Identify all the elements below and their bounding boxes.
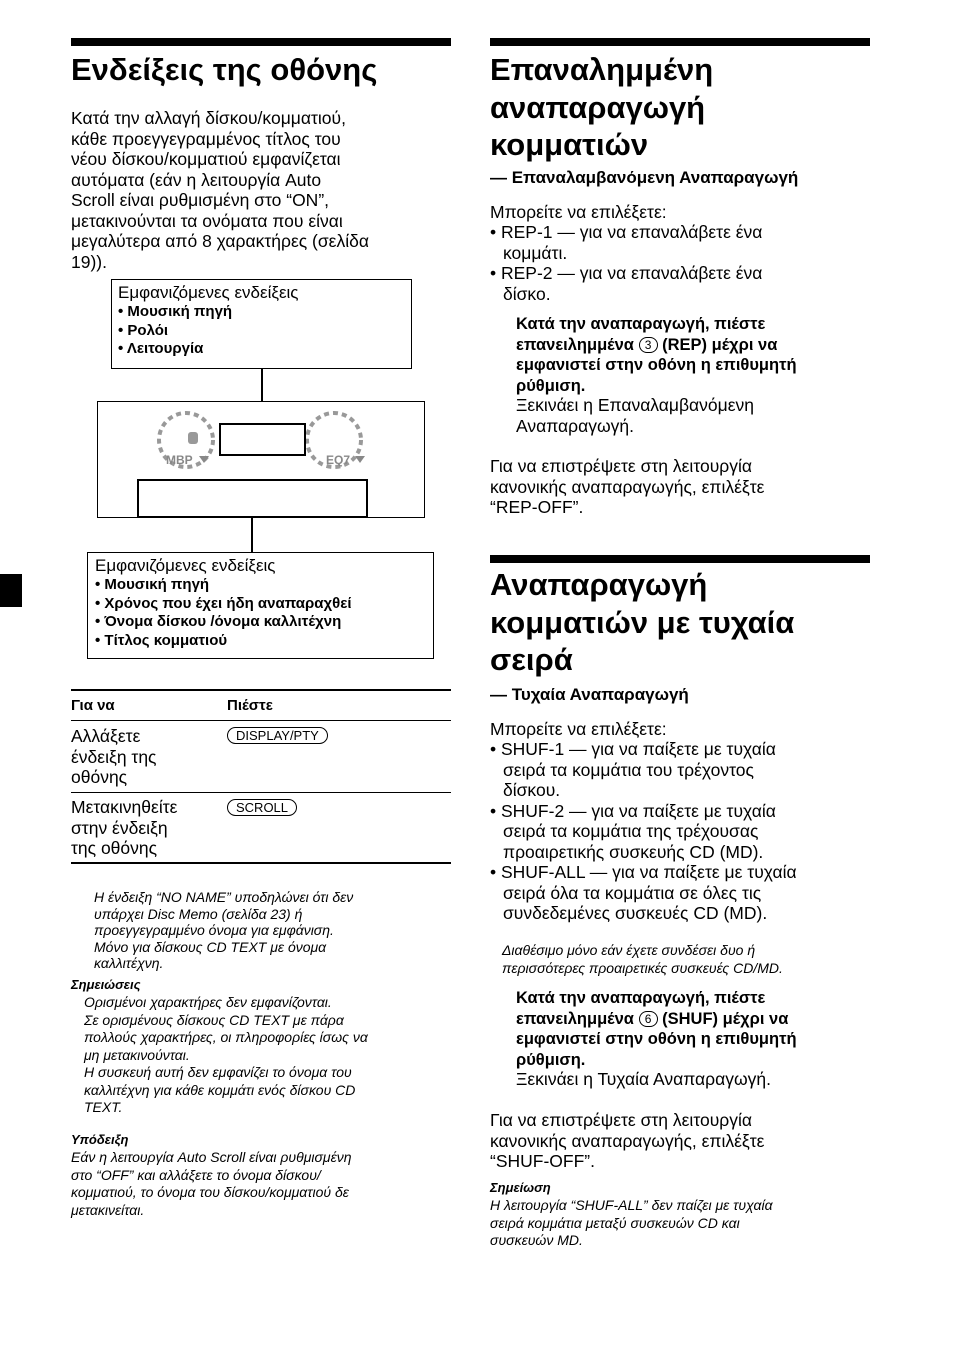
scroll-button-label: SCROLL — [227, 799, 297, 817]
shuffle-note-text: Η λειτουργία “SHUF-ALL” δεν παίζει με τυχαία σειρά κομμάτια μεταξύ συσκευών CD και συσκευών MD. — [490, 1197, 773, 1248]
title-rule — [71, 38, 451, 46]
table-divider — [71, 720, 451, 721]
intro-text: Κατά την αλλαγή δίσκου/κομματιού, κάθε προεγγεγραμμένος τίτλος του νέου δίσκου/κομματιού εμφανίζεται αυτόματα (εάν η λειτουργία Auto Scroll είναι ρυθμισμένη στο “ON”, μετακινούνται τα ονόματα που είναι μεγαλύτερα από 8 χαρακτήρες (σελίδα 19)). — [71, 108, 369, 272]
callout-item: • Ρολόι — [118, 321, 169, 339]
list-item: • SHUF-ALL — για να παίξετε με τυχαία σειρά όλα τα κομμάτια σε όλες τις συνδεδεμένες συσκευές CD (MD). — [490, 862, 797, 923]
button-6-icon: 6 — [639, 1011, 658, 1027]
table-row-action: Μετακινηθείτε στην ένδειξη της οθόνης — [71, 797, 178, 858]
tip-text: Εάν η λειτουργία Auto Scroll είναι ρυθμισμένη στο “OFF” και αλλάξετε το όνομα δίσκου/ κομματιού, το όνομα του δίσκου/κομματιού δε μετακινείται. — [71, 1149, 352, 1218]
repeat-step: Κατά την αναπαραγωγή, πιέστε επανειλημμένα 3 (REP) μέχρι να εμφανιστεί στην οθόνη η επιθυμητή ρύθμιση. — [516, 315, 797, 395]
table-bottom-rule — [71, 862, 451, 864]
svg-text:MBP: MBP — [166, 453, 193, 467]
table-header-button: Πιέστε — [227, 697, 273, 714]
table-header-action: Για να — [71, 697, 115, 714]
section-tab — [0, 574, 22, 607]
display-pty-button-label: DISPLAY/PTY — [227, 727, 328, 745]
callout-item: • Λειτουργία — [118, 340, 204, 357]
shuffle-result: Ξεκινάει η Τυχαία Αναπαραγωγή. — [516, 1069, 771, 1089]
repeat-choose: Μπορείτε να επιλέξετε: — [490, 202, 667, 222]
list-item: • SHUF-1 — για να παίξετε με τυχαία σειρά τα κομμάτια του τρέχοντος δίσκου. — [490, 739, 776, 800]
shuffle-note-heading: Σημείωση — [490, 1180, 551, 1195]
repeat-subtitle: — Επαναλαμβανόμενη Αναπαραγωγή — [490, 168, 799, 187]
table-divider — [71, 792, 451, 793]
shuffle-subtitle: — Τυχαία Αναπαραγωγή — [490, 685, 689, 704]
list-item: • REP-1 — για να επαναλάβετε ένα κομμάτι. — [490, 222, 763, 263]
button-3-icon: 3 — [639, 337, 658, 353]
callout-box-bottom — [87, 552, 434, 659]
shuffle-title: Αναπαραγωγή κομματιών με τυχαία σειρά — [490, 567, 795, 677]
table-top-rule — [71, 689, 451, 691]
repeat-options — [490, 222, 870, 304]
display-window-wide — [137, 479, 368, 518]
svg-text:EQ7: EQ7 — [326, 453, 351, 467]
repeat-result: Ξεκινάει η Επαναλαμβανόμενη Αναπαραγωγή. — [516, 395, 755, 436]
callout-item: • Τίτλος κομματιού — [95, 631, 228, 649]
page-title: Ενδείξεις της οθόνης — [71, 52, 378, 87]
callout-title: Εμφανιζόμενες ενδείξεις — [95, 556, 276, 575]
repeat-back: Για να επιστρέψετε στη λειτουργία κανονικής αναπαραγωγής, επιλέξτε “REP-OFF”. — [490, 456, 765, 517]
connector-line — [251, 518, 253, 553]
tip-heading: Υπόδειξη — [71, 1132, 129, 1147]
shuffle-options — [490, 739, 870, 924]
title-rule — [490, 555, 870, 563]
callout-item: • Όνομα δίσκου /όνομα καλλιτέχνη — [95, 613, 342, 630]
callout-item: • Μουσική πηγή — [118, 303, 233, 320]
table-row-action: Αλλάξετε ένδειξη της οθόνης — [71, 726, 157, 787]
title-rule — [490, 38, 870, 46]
notes-text: Ορισμένοι χαρακτήρες δεν εμφανίζονται. Σε ορισμένους δίσκους CD TEXT με πάρα πολλούς χαρακτήρες, οι πληροφορίες ίσως να μη μετακινούνται. Η συσκευή αυτή δεν εμφανίζει το όνομα του καλλιτέχνη για κάθε κομμάτι ενός δίσκου CD TEXT. — [84, 994, 368, 1115]
callout-item: • Μουσική πηγή — [95, 576, 210, 593]
shuffle-back: Για να επιστρέψετε στη λειτουργία κανονικής αναπαραγωγής, επιλέξτε “SHUF-OFF”. — [490, 1110, 765, 1171]
notes-heading: Σημειώσεις — [71, 977, 141, 992]
shuffle-availability: Διαθέσιμο μόνο εάν έχετε συνδέσει δυο ή περισσότερες προαιρετικές συσκευές CD/MD. — [502, 942, 783, 976]
list-item: • REP-2 — για να επαναλάβετε ένα δίσκο. — [490, 263, 763, 304]
shuffle-choose: Μπορείτε να επιλέξετε: — [490, 719, 667, 739]
callout-item: • Χρόνος που έχει ήδη αναπαραχθεί — [95, 594, 352, 612]
list-item: • SHUF-2 — για να παίξετε με τυχαία σειρά τα κομμάτια της τρέχουσας προαιρετικής συσκευής CD (MD). — [490, 800, 776, 862]
callout-box-top — [111, 279, 412, 369]
shuffle-step: Κατά την αναπαραγωγή, πιέστε επανειλημμένα 6 (SHUF) μέχρι να εμφανιστεί στην οθόνη η επιθυμητή ρύθμιση. — [516, 989, 797, 1069]
footnote: Η ένδειξη “NO NAME” υποδηλώνει ότι δεν υπάρχει Disc Memo (σελίδα 23) ή προεγγεγραμμένο όνομα για εμφάνιση. Μόνο για δίσκους CD TEXT με όνομα καλλιτέχνη. — [94, 889, 354, 971]
callout-title: Εμφανιζόμενες ενδείξεις — [118, 283, 299, 302]
device-display — [97, 401, 425, 518]
repeat-title: Επαναλημμένη αναπαραγωγή κομματιών — [490, 52, 714, 162]
display-window-small — [219, 423, 306, 456]
